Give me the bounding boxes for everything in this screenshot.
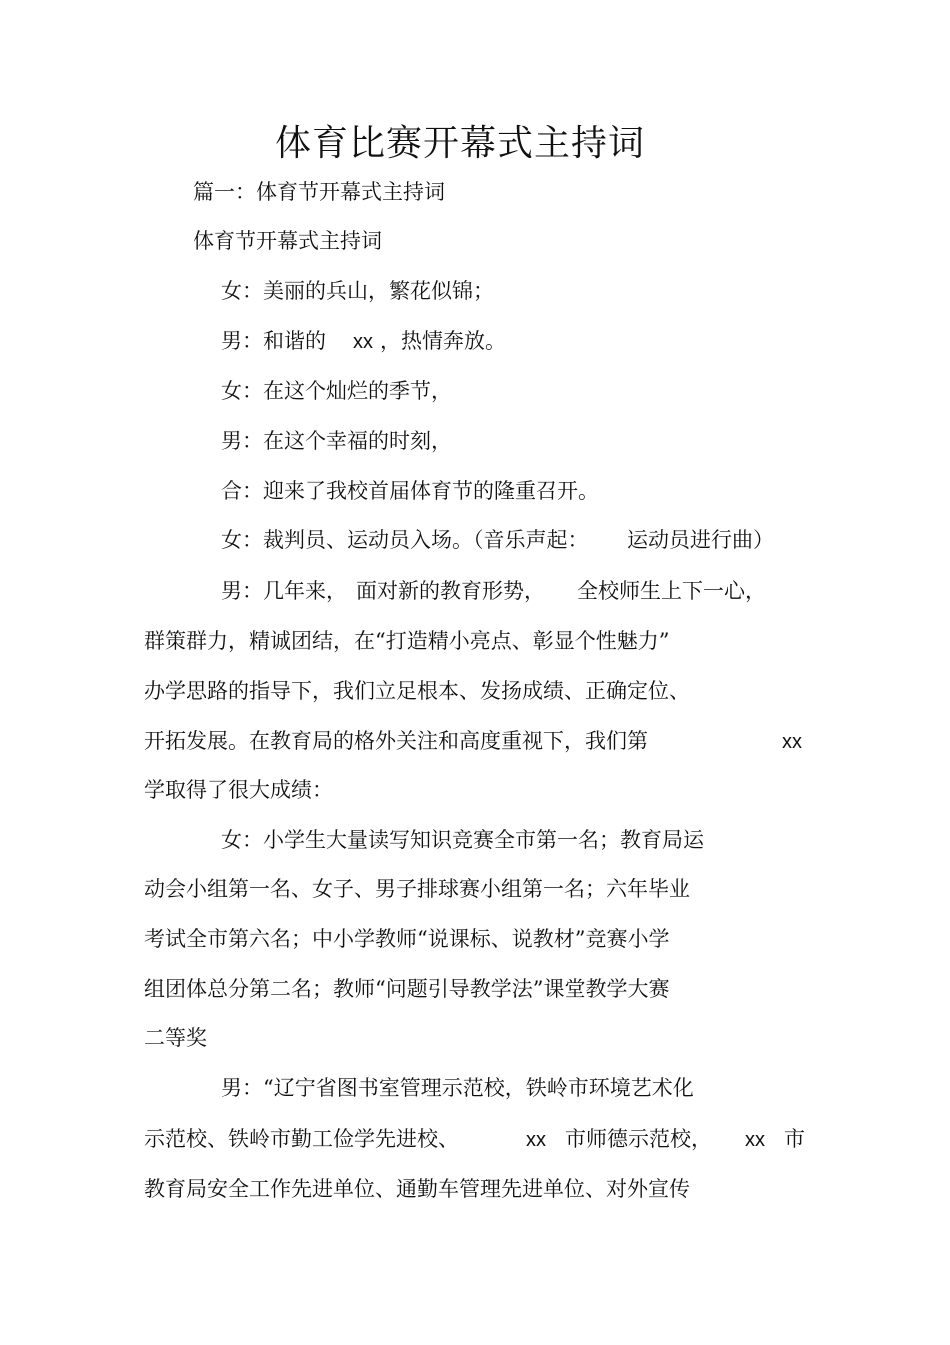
paragraph-line: 二等奖	[144, 1026, 207, 1050]
paragraph-line: 办学思路的指导下，我们立足根本、发扬成绩、正确定位、	[144, 679, 690, 703]
paragraph-line: 男：在这个幸福的时刻，	[221, 429, 452, 453]
paragraph-line: 考试全市第六名；中小学教师“说课标、说教材”竞赛小学	[144, 927, 670, 951]
paragraph-line: 群策群力，精诚团结，在“打造精小亮点、彰显个性魅力”	[144, 629, 670, 653]
paragraph-line: 教育局安全工作先进单位、通勤车管理先进单位、对外宣传	[144, 1177, 690, 1201]
paragraph-line: 市师德示范校，	[565, 1127, 712, 1151]
placeholder-text: xx	[353, 331, 373, 353]
paragraph-line: 男：几年来，	[221, 579, 347, 603]
paragraph-line: 运动员进行曲）	[627, 528, 774, 552]
paragraph-line: 合：迎来了我校首届体育节的隆重召开。	[221, 479, 599, 503]
placeholder-text: xx	[782, 731, 802, 753]
paragraph-line: 全校师生上下一心，	[577, 579, 766, 603]
paragraph-line: 学取得了很大成绩：	[144, 778, 333, 802]
paragraph-line: ，热情奔放。	[380, 329, 506, 353]
paragraph-line: 女：美丽的兵山，繁花似锦；	[221, 279, 494, 303]
paragraph-line: 开拓发展。在教育局的格外关注和高度重视下，我们第	[144, 729, 648, 753]
paragraph-line: 男：“辽宁省图书室管理示范校，铁岭市环境艺术化	[221, 1076, 694, 1100]
paragraph-line: 女：在这个灿烂的季节，	[221, 379, 452, 403]
placeholder-text: xx	[745, 1129, 765, 1151]
placeholder-text: xx	[526, 1129, 546, 1151]
subtitle: 体育节开幕式主持词	[193, 229, 382, 253]
section-heading: 篇一：体育节开幕式主持词	[193, 180, 445, 204]
paragraph-line: 动会小组第一名、女子、男子排球赛小组第一名；六年毕业	[144, 877, 690, 901]
paragraph-line: 女：裁判员、运动员入场。（音乐声起：	[221, 528, 589, 552]
paragraph-line: 组团体总分第二名；教师“问题引导教学法”课堂教学大赛	[144, 977, 670, 1001]
paragraph-line: 女：小学生大量读写知识竞赛全市第一名；教育局运	[221, 828, 704, 852]
paragraph-line: 男：和谐的	[221, 329, 326, 353]
paragraph-line: 示范校、铁岭市勤工俭学先进校、	[144, 1127, 459, 1151]
paragraph-line: 面对新的教育形势，	[356, 579, 545, 603]
document-title: 体育比赛开幕式主持词	[274, 123, 645, 164]
paragraph-line: 市	[784, 1127, 805, 1151]
